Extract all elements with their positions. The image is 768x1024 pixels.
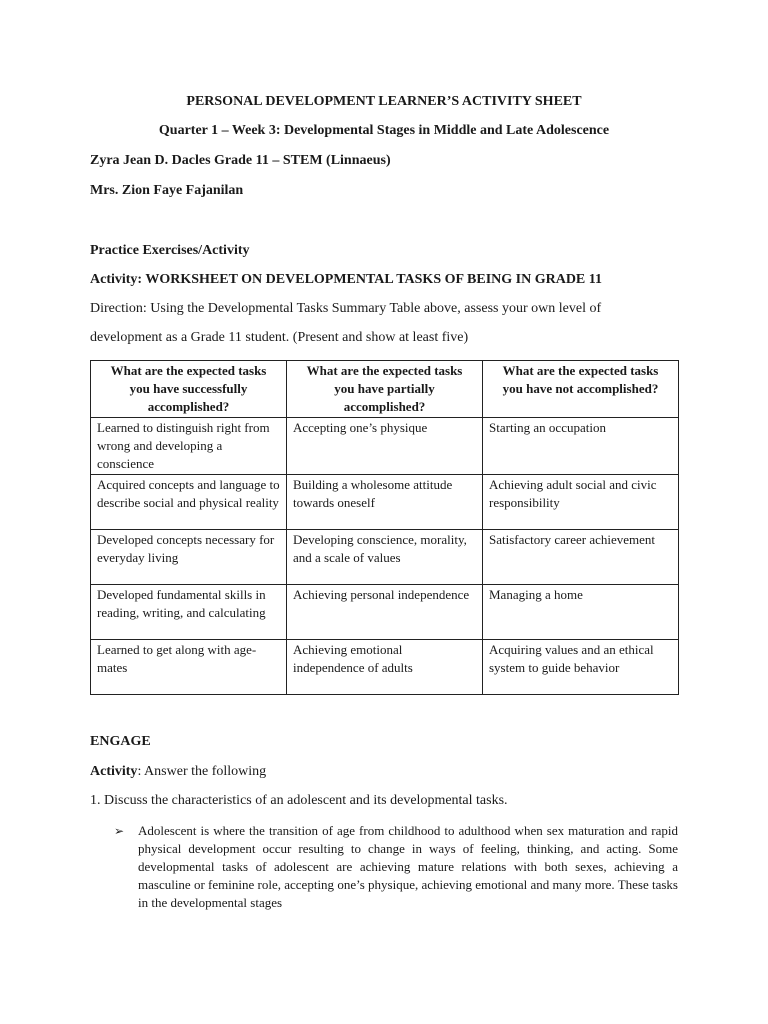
table-cell: Acquiring values and an ethical system to guide behavior [483, 640, 679, 695]
table-cell: Learned to distinguish right from wrong and developing a conscience [91, 418, 287, 475]
table-cell: Starting an occupation [483, 418, 679, 475]
table-cell: Developing conscience, morality, and a scale of values [287, 530, 483, 585]
student-info: Zyra Jean D. Dacles Grade 11 – STEM (Linnaeus) [90, 153, 391, 168]
engage-heading: ENGAGE [90, 734, 151, 749]
question-1: 1. Discuss the characteristics of an adolescent and its developmental tasks. [90, 793, 508, 808]
activity-heading [90, 272, 602, 288]
table-cell: Learned to get along with age-mates [91, 640, 287, 695]
table-cell: Managing a home [483, 585, 679, 640]
table-row [91, 475, 679, 530]
answer-1-text: Adolescent is where the transition of age from childhood to adulthood when sex maturation and rapid physical development occur resulting to change in ways of feeling, thinking, and acting. Some developmental tasks of adolescent are achieving mature relations with both sexes, achieving a masculine or feminine role, accepting one’s physique, achieving emotional and many more. These tasks in the developmental stages [138, 823, 678, 910]
table-cell: Developed fundamental skills in reading, writing, and calculating [91, 585, 287, 640]
teacher-name: Mrs. Zion Faye Fajanilan [90, 183, 244, 198]
table-header-row [91, 361, 679, 418]
table-row [91, 640, 679, 695]
engage-activity [90, 764, 266, 780]
header-partially-accomplished: What are the expected tasks you have partially accomplished? [287, 361, 483, 418]
table-cell: Accepting one’s physique [287, 418, 483, 475]
table-cell: Satisfactory career achievement [483, 530, 679, 585]
table-row [91, 418, 679, 475]
arrow-bullet-icon: ➢ [114, 824, 125, 838]
header-not-accomplished: What are the expected tasks you have not accomplished? [483, 361, 679, 418]
table-cell: Developed concepts necessary for everyday living [91, 530, 287, 585]
document-subtitle: Quarter 1 – Week 3: Developmental Stages in Middle and Late Adolescence [158, 123, 610, 138]
table-cell: Achieving emotional independence of adults [287, 640, 483, 695]
table-row [91, 530, 679, 585]
engage-activity-label: Activity [90, 764, 138, 779]
engage-activity-text: : Answer the following [137, 764, 267, 779]
table-cell: Achieving personal independence [287, 585, 483, 640]
document-title: PERSONAL DEVELOPMENT LEARNER’S ACTIVITY SHEET [186, 94, 582, 109]
activity-title: WORKSHEET ON DEVELOPMENTAL TASKS OF BEING IN GRADE 11 [145, 272, 602, 287]
table-row [91, 585, 679, 640]
header-successfully-accomplished: What are the expected tasks you have successfully accomplished? [91, 361, 287, 418]
table-cell: Acquired concepts and language to describe social and physical reality [91, 475, 287, 530]
practice-heading: Practice Exercises/Activity [90, 243, 250, 258]
table-cell: Achieving adult social and civic responsibility [483, 475, 679, 530]
developmental-tasks-table [90, 360, 679, 695]
table-cell: Building a wholesome attitude towards oneself [287, 475, 483, 530]
direction-line-1: Direction: Using the Developmental Tasks Summary Table above, assess your own level of [90, 301, 602, 316]
activity-label: Activity: [90, 272, 146, 287]
answer-1 [114, 822, 678, 912]
direction-line-2: development as a Grade 11 student. (Present and show at least five) [90, 330, 469, 345]
